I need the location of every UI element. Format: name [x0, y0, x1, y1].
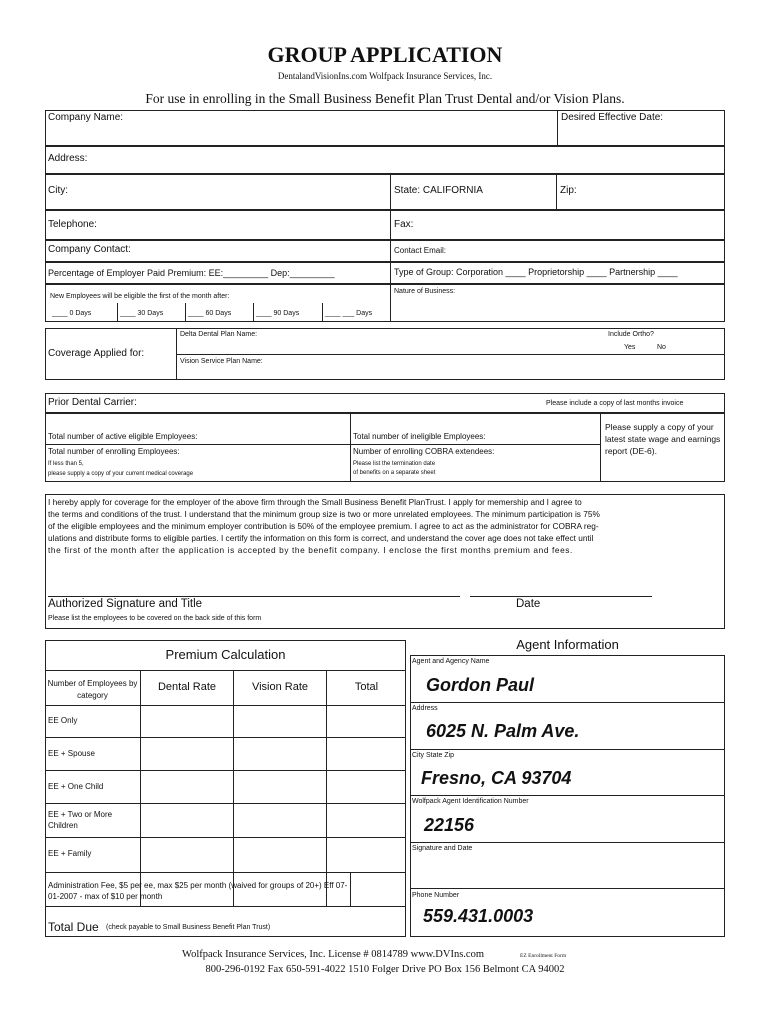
row-ee-only: EE Only [48, 716, 78, 725]
agent-address: 6025 N. Palm Ave. [426, 721, 580, 741]
admin-fee: Administration Fee, $5 per ee, max $25 per month (waived for groups of 20+) Eff 07-01-2007 - max of $10 per month [48, 881, 348, 901]
total-active-label: Total number of active eligible Employees: [48, 432, 198, 441]
new-employees-label: New Employees will be eligible the first of the month after: [50, 293, 230, 300]
header-employees: Number of Employees by category [47, 679, 138, 700]
telephone-label: Telephone: [48, 219, 97, 230]
date-line[interactable] [470, 596, 652, 597]
footer-line1: Wolfpack Insurance Services, Inc. License # 0814789 www.DVIns.com [182, 949, 485, 960]
vision-plan-label: Vision Service Plan Name: [180, 358, 263, 365]
if-less-note: If less than 5, [48, 461, 84, 467]
days-30[interactable]: ____ 30 Days [120, 310, 164, 317]
days-60[interactable]: ____ 60 Days [188, 310, 232, 317]
total-due-label: Total Due [48, 920, 99, 934]
coverage-label: Coverage Applied for: [48, 348, 145, 359]
agent-name-label: Agent and Agency Name [412, 658, 490, 665]
total-ineligible-label: Total number of ineligible Employees: [353, 432, 486, 441]
contact-label: Company Contact: [48, 244, 131, 255]
statement-line: ulations and distribute forms to eligible parties. I certify the information on this form is correct, and understand the cover age does not take effect until [48, 533, 594, 543]
row-ee-spouse: EE + Spouse [48, 749, 95, 758]
wage-note: Please supply a copy of your latest state wage and earnings report (DE-6). [605, 422, 721, 456]
statement-line: the terms and conditions of the trust. I understand that the minimum group size is two or more unrelated employees. The minimum participation is 75% [48, 509, 600, 519]
ortho-label: Include Ortho? [608, 331, 654, 338]
agent-id: 22156 [424, 815, 475, 835]
ortho-no[interactable]: No [657, 344, 666, 351]
page-title: GROUP APPLICATION [267, 42, 503, 67]
fax-label: Fax: [394, 219, 414, 230]
desired-date-label: Desired Effective Date: [561, 112, 664, 123]
city-label: City: [48, 185, 68, 196]
signature-line[interactable] [48, 596, 460, 597]
group-type-label: Type of Group: Corporation ____ Proprietorship ____ Partnership ____ [394, 267, 678, 277]
header-dental-rate: Dental Rate [157, 681, 217, 693]
total-due-note: (check payable to Small Business Benefit Plan Trust) [106, 924, 271, 931]
agent-name: Gordon Paul [426, 675, 534, 695]
dental-plan-label: Delta Dental Plan Name: [180, 331, 258, 338]
benefits-sheet-note: of benefits on a separate sheet [353, 470, 436, 476]
agent-city-label: City State Zip [412, 752, 455, 759]
back-note: Please list the employees to be covered on the back side of this form [48, 615, 262, 622]
footer-line2: 800-296-0192 Fax 650-591-4022 1510 Folger Drive PO Box 156 Belmont CA 94002 [205, 964, 565, 975]
address-label: Address: [48, 153, 88, 164]
total-enrolling-label: Total number of enrolling Employees: [48, 447, 180, 456]
prior-carrier-label: Prior Dental Carrier: [48, 397, 137, 408]
row-ee-child: EE + One Child [48, 782, 104, 791]
state-label: State: CALIFORNIA [394, 185, 483, 196]
footer-form-name: EZ Enrollment Form [520, 953, 567, 959]
termination-note: Please list the termination date [353, 461, 436, 467]
agent-id-label: Wolfpack Agent Identification Number [412, 798, 529, 805]
days-90[interactable]: ____ 90 Days [256, 310, 300, 317]
row-ee-family: EE + Family [48, 849, 92, 858]
city-row[interactable] [45, 174, 725, 210]
subtitle: DentalandVisionIns.com Wolfpack Insurance Services, Inc. [277, 71, 493, 81]
statement-line: I hereby apply for coverage for the employer of the above firm through the Small Business Benefit PlanTrust. I apply for memership and I agree to [48, 497, 582, 507]
contact-email-label: Contact Email: [394, 246, 447, 255]
agent-phone-label: Phone Number [412, 892, 460, 899]
signature-label: Authorized Signature and Title [48, 598, 203, 610]
address-field[interactable] [45, 146, 725, 174]
agent-title: Agent Information [516, 637, 619, 652]
percent-label: Percentage of Employer Paid Premium: EE:_________ Dep:_________ [48, 268, 335, 278]
cobra-label: Number of enrolling COBRA extendees: [353, 447, 495, 456]
agent-sig-label: Signature and Date [412, 845, 473, 852]
header-total: Total [354, 681, 379, 693]
days-custom[interactable]: ____ ___ Days [325, 310, 373, 317]
row-ee-children: EE + Two or More Children [48, 810, 113, 830]
date-label: Date [516, 598, 541, 610]
statement-text [48, 496, 723, 556]
medical-copy-note: please supply a copy of your current medical coverage [48, 471, 194, 477]
telephone-row[interactable] [45, 210, 725, 240]
statement-line: the first of the month after the application is accepted by the benefit company. I enclose the first months premium and fees. [48, 545, 573, 555]
days-0[interactable]: ____ 0 Days [52, 310, 92, 317]
premium-title: Premium Calculation [165, 647, 286, 662]
header-vision-rate: Vision Rate [251, 681, 309, 693]
agent-city: Fresno, CA 93704 [421, 768, 572, 788]
ortho-yes[interactable]: Yes [624, 344, 636, 351]
nature-label: Nature of Business: [394, 288, 456, 295]
agent-phone: 559.431.0003 [423, 906, 534, 926]
zip-label: Zip: [560, 185, 577, 196]
invoice-note: Please include a copy of last months invoice [546, 400, 684, 407]
intro-text: For use in enrolling in the Small Business Benefit Plan Trust Dental and/or Vision Plans. [145, 91, 625, 106]
statement-line: of the eligible employees and the minimum employer contribution is 50% of the employee premium. I agree to act as the administrator for COBRA reg- [48, 521, 599, 531]
agent-address-label: Address [412, 705, 438, 712]
company-name-label: Company Name: [48, 112, 124, 123]
contact-row[interactable] [45, 240, 725, 262]
